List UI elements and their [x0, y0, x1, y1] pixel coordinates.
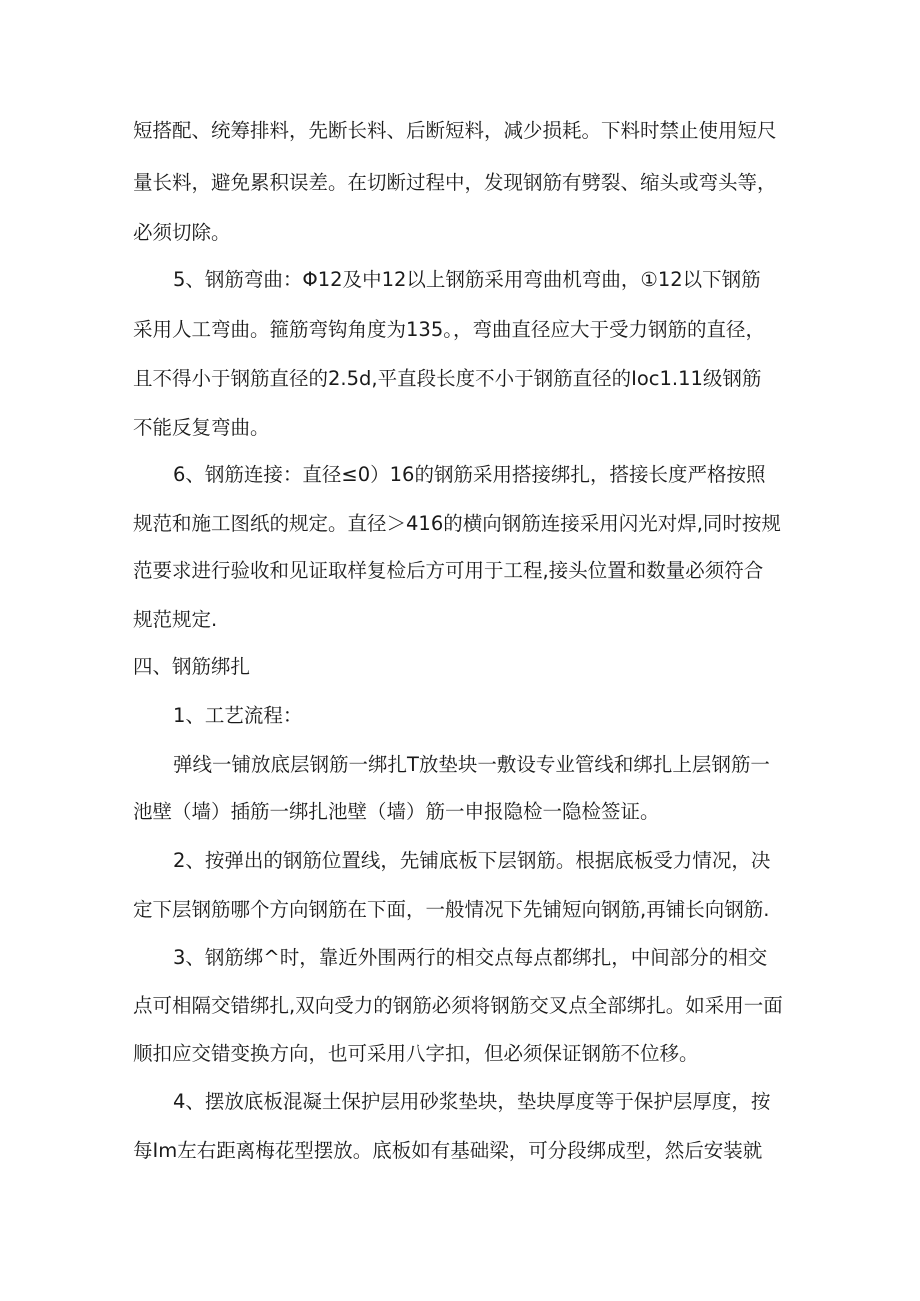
text-line: 范要求进行验收和见证取样复检后方可用于工程,接头位置和数量必须符合: [133, 559, 764, 582]
text-line: 每Im左右距离梅花型摆放。底板如有基础梁，可分段绑成型，然后安装就: [133, 1139, 763, 1162]
text-line: 规范规定.: [133, 608, 218, 631]
text-line: 定下层钢筋哪个方向钢筋在下面，一般情况下先铺短向钢筋,再铺长向钢筋.: [133, 898, 770, 921]
text-line: 弹线一铺放底层钢筋一绑扎T放垫块一敷设专业管线和绑扎上层钢筋一: [173, 753, 770, 776]
text-line: 6、钢筋连接：直径≤0）16的钢筋采用搭接绑扎，搭接长度严格按照: [173, 463, 766, 486]
text-line: 1、工艺流程：: [173, 704, 303, 727]
text-line: 且不得小于钢筋直径的2.5d,平直段长度不小于钢筋直径的Ioc1.11级钢筋: [133, 367, 762, 390]
text-line: 规范和施工图纸的规定。直径＞416的横向钢筋连接采用闪光对焊,同时按规: [133, 512, 781, 535]
text-line: 不能反复弯曲。: [133, 416, 270, 439]
text-line: 顺扣应交错变换方向，也可采用八字扣，但必须保证钢筋不位移。: [133, 1042, 699, 1065]
text-line: 池壁（墙）插筋一绑扎池壁（墙）筋一申报隐检一隐检签证。: [133, 800, 660, 823]
section-heading: 四、钢筋绑扎: [133, 655, 251, 678]
text-line: 4、摆放底板混凝土保护层用砂浆垫块，垫块厚度等于保护层厚度，按: [173, 1090, 771, 1113]
text-line: 2、按弹出的钢筋位置线，先铺底板下层钢筋。根据底板受力情况，决: [173, 849, 771, 872]
text-line: 短搭配、统筹排料，先断长料、后断短料，减少损耗。下料时禁止使用短尺: [133, 119, 777, 142]
text-line: 3、钢筋绑^时，靠近外围两行的相交点每点都绑扎，中间部分的相交: [173, 946, 768, 969]
text-line: 必须切除。: [133, 221, 231, 244]
text-line: 采用人工弯曲。箍筋弯钩角度为135。，弯曲直径应大于受力钢筋的直径，: [133, 318, 765, 341]
text-line: 5、钢筋弯曲：Φ12及中12以上钢筋采用弯曲机弯曲，①12以下钢筋: [173, 268, 761, 291]
text-line: 量长料，避免累积误差。在切断过程中，发现钢筋有劈裂、缩头或弯头等，: [133, 171, 777, 194]
text-line: 点可相隔交错绑扎,双向受力的钢筋必须将钢筋交叉点全部绑扎。如采用一面: [133, 994, 783, 1017]
